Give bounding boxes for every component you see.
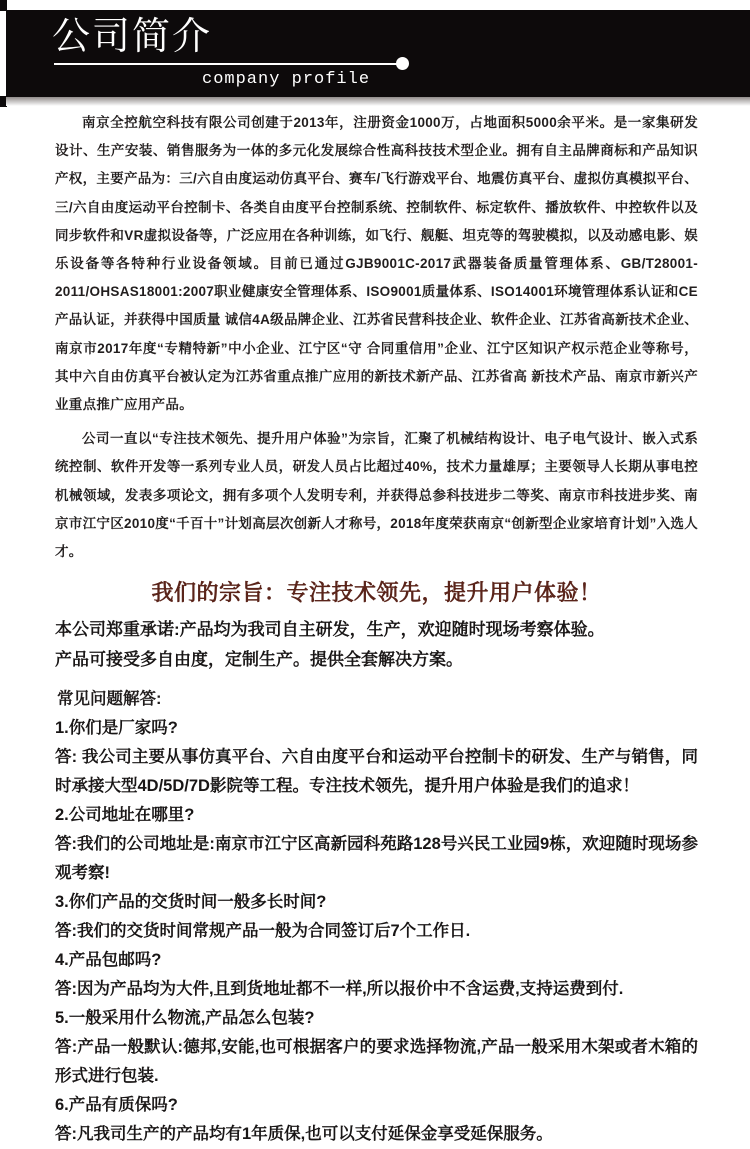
faq-answer: 答:凡我司生产的产品均有1年质保,也可以支付延保金享受延保服务。 <box>55 1125 553 1144</box>
promise-line-1: 本公司郑重承诺:产品均为我司自主研发，生产，欢迎随时现场考察体验。 <box>55 620 605 640</box>
faq-item <box>55 801 698 888</box>
page-subtitle: company profile <box>202 70 371 89</box>
faq-answer: 答:产品一般默认:德邦,安能,也可根据客户的要求选择物流,产品一般采用木架或者木箱的形式进行包装. <box>55 1038 698 1086</box>
title-underline-dot <box>396 57 409 70</box>
faq-answer: 答:因为产品均为大件,且到货地址都不一样,所以报价中不含运费,支持运费到付. <box>55 980 624 999</box>
intro-paragraph-1: 南京全控航空科技有限公司创建于2013年，注册资金1000万，占地面积5000余平米。是一家集研发设计、生产安装、销售服务为一体的多元化发展综合性高科技技术型企业。拥有自主品牌商标和产品知识产权，主要产品为：三/六自由度运动仿真平台、赛车/飞行游戏平台、地震仿真平台、虚拟仿真模拟平台、三/六自由度运动平台控制卡、各类自由度平台控制系统、控制软件、标定软件、播放软件、中控软件以及同步软件和VR虚拟设备等，广泛应用在各种训练，如飞行、舰艇、坦克等的驾驶模拟，以及动感电影、娱乐设备等各特种行业设备领域。目前已通过GJB9001C-2017武器装备质量管理体系、GB/T28001-2011/OHSAS18001:2007职业健康安全管理体系、ISO9001质量体系、ISO14001环境管理体系认证和CE产品认证，并获得中国质量 诚信4A级品牌企业、江苏省民营科技企业、软件企业、江苏省高新技术企业、南京市2017年度“专精特新”中小企业、江宁区“守 合同重信用”企业、江宁区知识产权示范企业等称号，其中六自由仿真平台被认定为江苏省重点推广应用的新技术新产品、江苏省高 新技术产品、南京市新兴产业重点推广应用产品。 <box>55 115 698 413</box>
faq-item <box>55 1091 698 1149</box>
faq-question: 3.你们产品的交货时间一般多长时间? <box>55 893 327 912</box>
section-banner <box>6 10 750 97</box>
page-title: 公司简介 <box>52 16 213 58</box>
faq-question: 2.公司地址在哪里? <box>55 806 195 825</box>
faq-item <box>55 888 698 946</box>
faq-answer: 答:我们的交货时间常规产品一般为合同签订后7个工作日. <box>55 922 471 941</box>
faq-heading: 常见问题解答: <box>57 690 162 709</box>
faq-question: 1.你们是厂家吗? <box>55 719 178 738</box>
faq-answer: 答:我们的公司地址是:南京市江宁区高新园科苑路128号兴民工业园9栋，欢迎随时现场参观考察! <box>55 835 698 883</box>
promise-line-2: 产品可接受多自由度，定制生产。提供全套解决方案。 <box>55 650 463 670</box>
slogan-heading: 我们的宗旨：专注技术领先，提升用户体验！ <box>151 580 602 606</box>
title-underline <box>54 63 398 65</box>
intro-paragraph-2: 公司一直以“专注技术领先、提升用户体验”为宗旨，汇聚了机械结构设计、电子电气设计、嵌入式系统控制、软件开发等一系列专业人员，研发人员占比超过40%，技术力量雄厚；主要领导人长期从事电控机械领域，发表多项论文，拥有多项个人发明专利，并获得总参科技进步二等奖、南京市科技进步奖、南京市江宁区2010度“千百十”计划高层次创新人才称号，2018年度荣获南京“创新型企业家培育计划”入选人才。 <box>55 431 698 560</box>
faq-item <box>55 946 698 1004</box>
faq-item <box>55 1004 698 1091</box>
faq-answer: 答: 我公司主要从事仿真平台、六自由度平台和运动平台控制卡的研发、生产与销售，同时承接大型4D/5D/7D影院等工程。专注技术领先，提升用户体验是我们的追求！ <box>55 748 698 796</box>
faq-question: 4.产品包邮吗? <box>55 951 162 970</box>
faq-question: 6.产品有质保吗? <box>55 1096 178 1115</box>
banner-shadow <box>6 97 750 106</box>
faq-item <box>55 714 698 801</box>
profile-content <box>55 109 698 1149</box>
faq-question: 5.一般采用什么物流,产品怎么包装? <box>55 1009 315 1028</box>
